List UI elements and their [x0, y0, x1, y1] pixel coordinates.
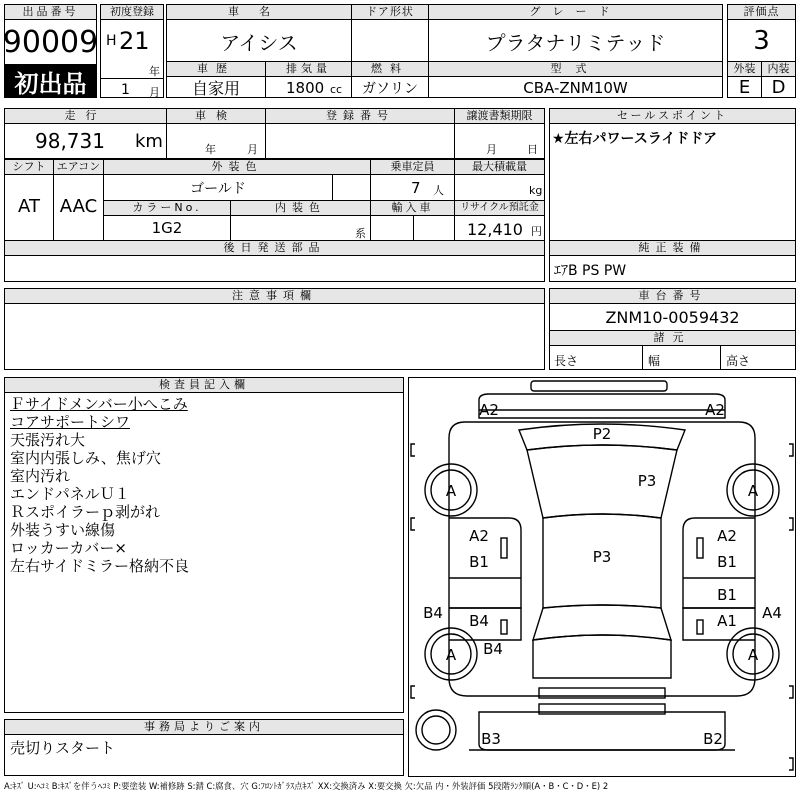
inspector-notes-label: 検査員記入欄: [5, 378, 403, 393]
history-value: 自家用: [191, 79, 240, 98]
transfer-deadline-box: [454, 108, 545, 159]
interior-grade-label: 内装: [762, 62, 795, 77]
inspection-box: [166, 108, 266, 159]
inspector-notes-list: [5, 393, 403, 577]
registration-month: 1: [121, 82, 130, 98]
sales-point-label: セールスポイント: [550, 109, 795, 124]
inspector-note: 左右サイドミラー格納不良: [10, 557, 189, 575]
inspector-note: コアサポートシワ: [10, 413, 131, 431]
grade-value: プラタナリミテッド: [485, 30, 666, 55]
office-notice-box: [4, 719, 404, 776]
inspector-note: 外装うすい線傷: [10, 521, 116, 539]
registration-year: 21: [119, 27, 150, 55]
office-notice-label: 事務局よりご案内: [5, 720, 403, 735]
door-type-box: [351, 4, 429, 62]
mark-left-side: B4: [423, 604, 443, 622]
inspector-note: 天張汚れ大: [10, 431, 86, 449]
mark-front-right: A2: [705, 401, 725, 419]
genuine-equipment-text: ｴｱB PS PW: [554, 263, 627, 279]
recycle-box: [454, 200, 545, 241]
mark-right-side: A4: [762, 604, 782, 622]
era: H: [106, 33, 117, 49]
door-type-label: ドア形状: [352, 5, 428, 20]
mark-right-front-wheel: A: [747, 482, 759, 500]
chassis-box: [549, 288, 796, 331]
mark-left-rear-wheel: A: [445, 646, 457, 664]
capacity-box: [370, 159, 455, 201]
max-load-unit: kg: [529, 184, 543, 197]
exterior-color-value: ゴールド: [190, 180, 246, 197]
transfer-month-unit: 月: [486, 143, 497, 156]
interior-color-box: [230, 200, 371, 241]
exterior-color-label: 外装色: [104, 160, 370, 175]
interior-grade-box: [761, 61, 796, 98]
lot-number-label: 出品番号: [5, 5, 96, 20]
office-notice-text: 売切りスタート: [10, 739, 116, 757]
genuine-equipment-box: [549, 240, 796, 282]
aircon-label: エアコン: [54, 160, 103, 175]
inspector-note: Ｒスポイラーｐ剥がれ: [10, 503, 161, 521]
mark-roof: P3: [592, 548, 612, 566]
aircon-box: [53, 159, 104, 241]
inspector-notes-box: [4, 377, 404, 713]
displacement-label: 排気量: [266, 62, 351, 77]
displacement-value: 1800: [286, 79, 325, 97]
registration-number-box: [265, 108, 455, 159]
chassis-label: 車台番号: [550, 289, 795, 304]
inspector-note: 室内汚れ: [10, 467, 71, 485]
genuine-equipment-label: 純正装備: [550, 241, 795, 256]
first-listing-badge: 初出品: [5, 64, 96, 98]
mileage-label: 走行: [5, 109, 166, 124]
mark-rear-left: B3: [481, 730, 501, 748]
mileage-unit: km: [135, 131, 163, 152]
mark-left-front-wheel: A: [445, 482, 457, 500]
interior-color-unit: 系: [355, 227, 366, 240]
dimension-width-label: 幅: [648, 354, 661, 368]
mark-left-quarter: B4: [483, 640, 503, 658]
transfer-deadline-label: 譲渡書類期限: [455, 109, 544, 124]
recycle-value: 12,410: [467, 220, 523, 239]
recycle-label: リサイクル預託金: [455, 201, 544, 216]
mark-right-rear-door-dent: B1: [717, 586, 737, 604]
inspection-label: 車検: [167, 109, 265, 124]
history-label: 車歴: [167, 62, 265, 77]
car-name-box: [166, 4, 352, 62]
car-damage-diagram: [408, 377, 796, 777]
inspector-note: 室内内張しみ、焦げ穴: [10, 449, 161, 467]
sales-point-box: [549, 108, 796, 241]
mark-right-rear-quarter: A1: [717, 612, 737, 630]
later-parts-text: [5, 256, 544, 262]
car-name: アイシス: [220, 30, 298, 55]
import-label: 輸入車: [371, 201, 454, 216]
mark-right-front-door: A2: [717, 527, 737, 545]
color-number-value: 1G2: [151, 219, 183, 237]
inspection-year-unit: 年: [205, 143, 216, 156]
mark-left-front-door-dent: B1: [469, 553, 489, 571]
score-value: 3: [753, 26, 770, 56]
color-number-label: カラーNo.: [104, 201, 230, 216]
notes-label: 注意事項欄: [5, 289, 544, 304]
model-box: [428, 61, 723, 98]
damage-legend: A:ｷｽﾞ U:ﾍｺﾐ B:ｷｽﾞを伴うﾍｺﾐ P:要塗装 W:補修跡 S:錆 C:腐食、穴 G:ﾌﾛﾝﾄｶﾞﾗｽ点ｷｽﾞ XX:交換済み X:要交換 欠:欠品 内・外装評価 5段階ﾗﾝｸ順(A・B・C・D・E) 2: [4, 781, 609, 791]
lot-number: 90009: [2, 24, 99, 60]
inspector-note: エンドパネルＵ１: [10, 485, 130, 503]
model-label: 型式: [429, 62, 722, 77]
inspector-note: Ｆサイドメンバー小へこみ: [10, 395, 188, 413]
exterior-grade-box: [727, 61, 762, 98]
notes-text: [5, 304, 544, 310]
max-load-box: [454, 159, 545, 201]
mark-windshield: P2: [592, 425, 612, 443]
inspection-month-unit: 月: [247, 143, 258, 156]
dimension-length-label: 長さ: [554, 354, 579, 368]
mark-hood: P3: [637, 472, 657, 490]
displacement-box: [265, 61, 352, 98]
grade-box: [428, 4, 723, 62]
first-registration-box: [100, 4, 164, 98]
door-type-value: [352, 20, 428, 62]
mark-left-rear-door: B4: [469, 612, 489, 630]
model-value: CBA-ZNM10W: [523, 78, 628, 97]
capacity-value: 7: [411, 179, 421, 197]
capacity-label: 乗車定員: [371, 160, 454, 175]
aircon-value: AAC: [59, 195, 98, 217]
mileage-value: 98,731: [35, 129, 105, 153]
displacement-unit: cc: [330, 83, 343, 96]
mark-right-rear-wheel: A: [747, 646, 759, 664]
grade-label: グレード: [429, 5, 722, 20]
mileage-box: [4, 108, 167, 159]
registration-number-label: 登録番号: [266, 109, 454, 124]
capacity-unit: 人: [433, 184, 444, 197]
dimensions-label: 諸元: [550, 331, 795, 346]
exterior-grade-label: 外装: [728, 62, 761, 77]
history-box: [166, 61, 266, 98]
sales-point-text: ★左右パワースライドドア: [552, 131, 718, 147]
car-outline-svg: [409, 378, 795, 776]
lot-number-box: [4, 4, 97, 98]
color-number-box: [103, 200, 231, 241]
shift-label: シフト: [5, 160, 53, 175]
interior-color-label: 内装色: [231, 201, 370, 216]
later-parts-box: [4, 240, 545, 282]
score-label: 評価点: [728, 5, 795, 20]
dimensions-box: [549, 330, 796, 370]
mark-right-front-door-dent: B1: [717, 553, 737, 571]
exterior-color-box: [103, 159, 371, 201]
shift-value: AT: [18, 195, 40, 217]
transfer-day-unit: 日: [527, 143, 538, 156]
month-unit: 月: [149, 86, 160, 99]
mark-rear-right: B2: [703, 730, 723, 748]
max-load-label: 最大積載量: [455, 160, 544, 175]
score-box: [727, 4, 796, 62]
chassis-number: ZNM10-0059432: [605, 307, 740, 327]
car-name-label: 車名: [167, 5, 351, 20]
mark-left-front-door: A2: [469, 527, 489, 545]
mark-front-left: A2: [479, 401, 499, 419]
fuel-label: 燃料: [352, 62, 428, 77]
fuel-box: [351, 61, 429, 98]
exterior-grade: E: [738, 77, 751, 98]
first-registration-label: 初度登録: [101, 5, 163, 20]
later-parts-label: 後日発送部品: [5, 241, 544, 256]
interior-grade: D: [771, 77, 786, 98]
year-unit: 年: [149, 65, 160, 78]
dimension-height-label: 高さ: [726, 354, 751, 368]
inspector-note: ロッカーカバー×: [10, 539, 127, 557]
recycle-unit: 円: [531, 225, 542, 238]
fuel-value: ガソリン: [362, 80, 418, 97]
notes-box: [4, 288, 545, 370]
shift-box: [4, 159, 54, 241]
import-box: [370, 200, 455, 241]
